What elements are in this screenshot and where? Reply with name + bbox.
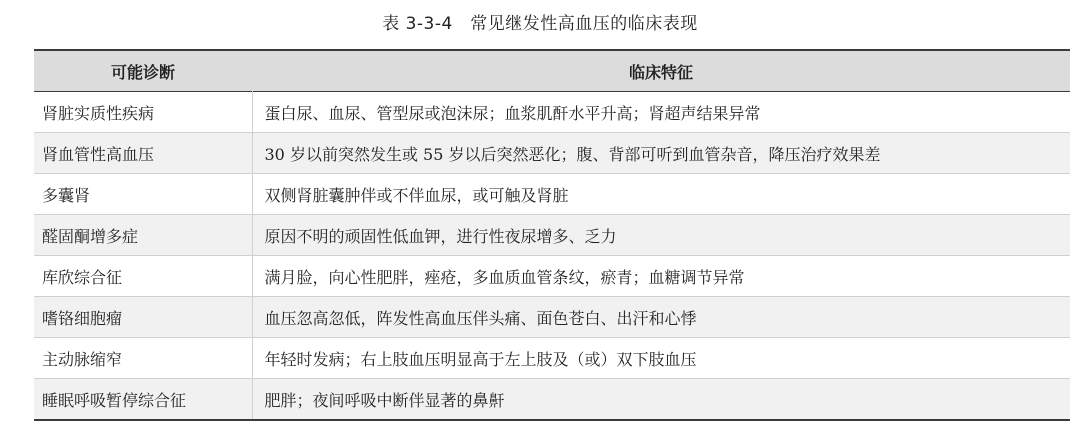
table-row [34, 379, 1070, 421]
feature-cell: 蛋白尿、血尿、管型尿或泡沫尿；血浆肌酐水平升高；肾超声结果异常 [264, 103, 761, 123]
diagnosis-cell: 库欣综合征 [34, 256, 252, 297]
table-row [34, 338, 1070, 379]
table-row [34, 256, 1070, 297]
diagnosis-cell: 醛固酮增多症 [34, 215, 252, 256]
table-header [34, 50, 1070, 92]
diagnosis-cell: 多囊肾 [34, 174, 252, 215]
feature-cell: 肥胖；夜间呼吸中断伴显著的鼻鼾 [252, 379, 1070, 421]
table-row [34, 215, 1070, 256]
diagnosis-cell: 睡眠呼吸暂停综合征 [34, 379, 252, 421]
diagnosis-cell: 主动脉缩窄 [34, 338, 252, 379]
table-row [34, 133, 1070, 174]
table-row [34, 174, 1070, 215]
feature-cell: 满月脸，向心性肥胖，痤疮，多血质血管条纹，瘀青；血糖调节异常 [252, 256, 1070, 297]
diagnosis-cell: 肾脏实质性疾病 [34, 92, 252, 133]
clinical-table [34, 49, 1070, 421]
header-features: 临床特征 [628, 62, 693, 82]
table-caption: 表 3-3-4 常见继发性高血压的临床表现 [382, 14, 698, 34]
table-body [34, 92, 1070, 421]
diagnosis-cell: 肾血管性高血压 [34, 133, 252, 174]
table-row [34, 297, 1070, 338]
table-row [34, 92, 1070, 133]
feature-cell: 血压忽高忽低，阵发性高血压伴头痛、面色苍白、出汗和心悸 [252, 297, 1070, 338]
feature-cell: 双侧肾脏囊肿伴或不伴血尿，或可触及肾脏 [252, 174, 1070, 215]
feature-cell: 30 岁以前突然发生或 55 岁以后突然恶化；腹、背部可听到血管杂音，降压治疗效果差 [252, 133, 1070, 174]
feature-cell: 原因不明的顽固性低血钾，进行性夜尿增多、乏力 [252, 215, 1070, 256]
diagnosis-cell: 嗜铬细胞瘤 [34, 297, 252, 338]
header-row [34, 50, 1070, 92]
header-diagnosis: 可能诊断 [110, 62, 175, 82]
feature-cell: 年轻时发病；右上肢血压明显高于左上肢及（或）双下肢血压 [252, 338, 1070, 379]
